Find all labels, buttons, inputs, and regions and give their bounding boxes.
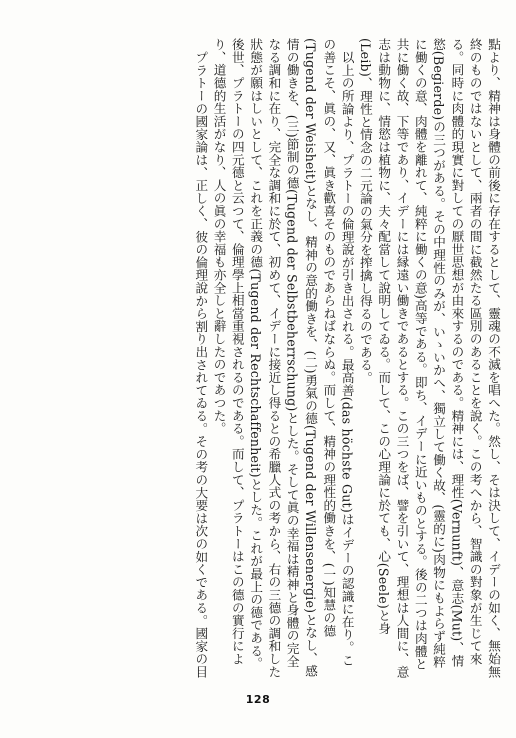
paragraph-ethics-virtues: 以上の所論より、プラトーの倫理說が引き出される。最高善(das höchste Gut)はイデーの認識に在り。この善こそ、眞の、又、眞き歡喜そのものであらねばならぬ。而して、精神の理性的働きを、(一)知慧の德(Tugend der Weisheit)となし、精神の意的働きを、(二)勇氣の德(Tugend der Willensenergie)となし、感情の働きを、(三)節制の德(Tugend der Selbstbeherrschung)とした。そして眞の幸福は精神と身體の完全なる調和に在り、完全な調和に於て、初めて、イデーに接近し得るとの希臘人式の考から、右の三德の調和した狀態が願はしいとして、これを正義の德(Tugend der Rechtschaffenheit)とした。これが最上の德である。後世、プラトーの四元德と云つて、倫理學上相當重視されるのである。而して、プラトーはこの德の實行により、道德的生活がなり、人の眞の幸福も亦全しと辭したのであつた。 [211,38,355,678]
page-number: 128 [245,693,271,706]
paragraph-state-theory: プラトーの國家論は、正しく、彼の倫理說から割り出されてゐる。その考の大要は次の如くである。國家の目 [193,50,209,678]
paragraph-soul-and-reason: 點より、精神は身體の前後に存在するとして、靈魂の不滅を唱へた。然し、そは決して、イデーの如く、無始無終のものではないとして、兩者の間に截然たる區別のあることを說く。この考へから、智識の對象が生じて來る。同時に肉體的現實に對しての厭世思想が由來するのである。精神には、理性(Vernunft)、意志(Mut)、情慾(Begierde)の三つがある。その中理性のみが、いゝいかへ、獨立して働く故、(靈的に)肉物にもよらず純粹に働くの意、肉體を離れて、純粹に働くの意)高等である。即ち、イデーに近いものとする。後の二つは肉體と共に働く故、下等であり、イデーには縁遠い働きであるとする。この三つをば、譬を引いて、理想は人間に、意志は動物に、情慾は植物に、夫々配當して說明してゐる。而して、この心理論に於ても、心(Seele)と身(Leib)、理性と情念の二元論の氣分を搾擒し得るのである。 [357,38,501,678]
vertical-text-body [12,38,502,678]
